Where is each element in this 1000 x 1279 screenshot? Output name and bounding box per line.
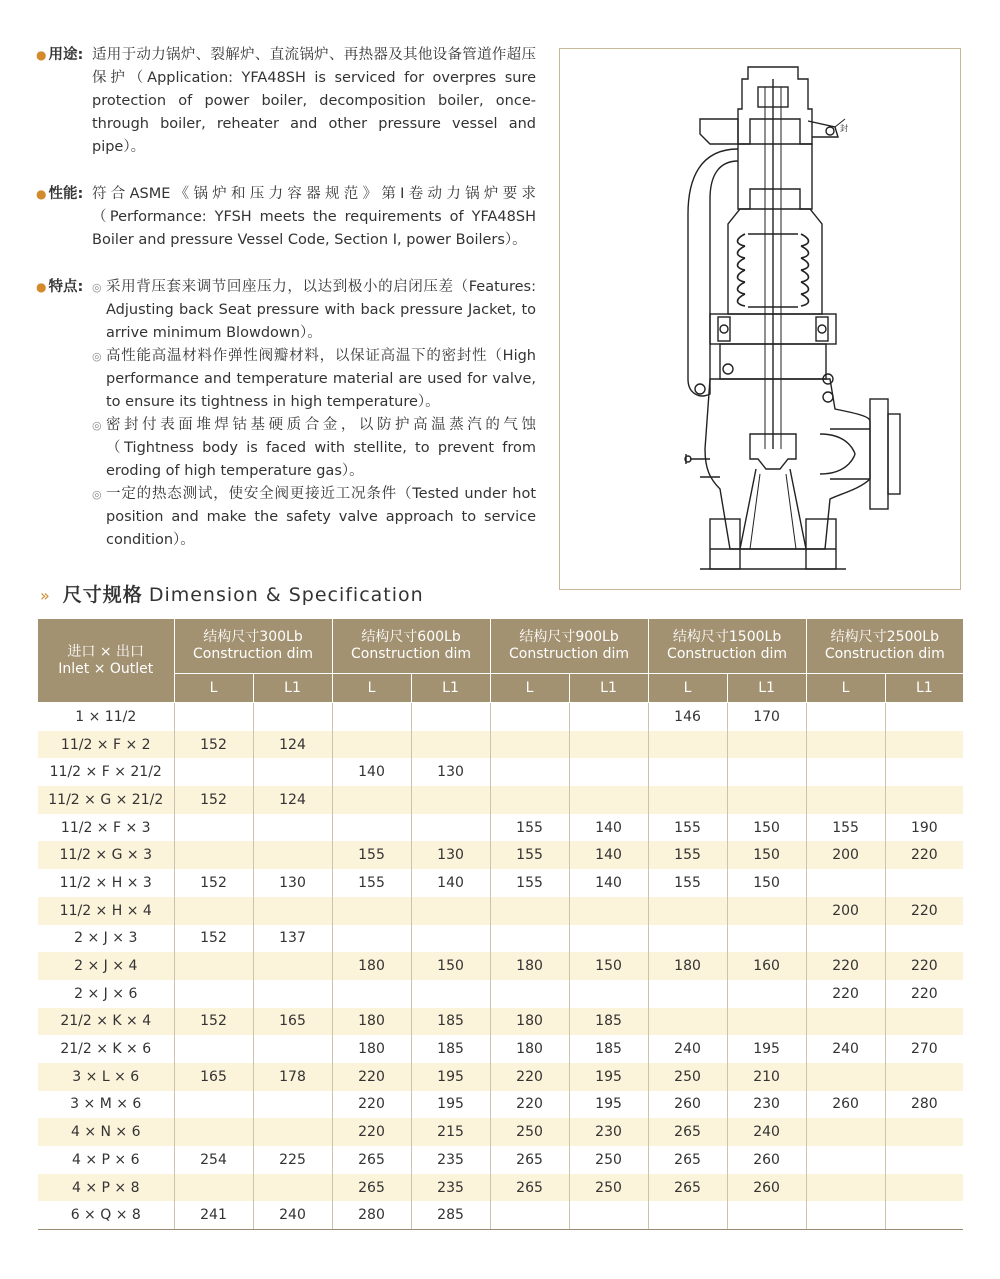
dimension-cell xyxy=(885,1174,963,1202)
dimension-cell: 150 xyxy=(727,814,806,842)
dimension-cell: 124 xyxy=(253,786,332,814)
dimension-cell: 280 xyxy=(910,1096,938,1113)
dimension-cell: 130 xyxy=(411,841,490,869)
dimension-cell: 265 xyxy=(648,1174,727,1202)
dimension-cell: 195 xyxy=(569,1063,648,1091)
inlet-outlet-cell: 11/2 × G × 21/2 xyxy=(38,786,174,814)
feature-item: ◎ 采用背压套来调节回座压力，以达到极小的启闭压差（Features: Adjusting back Seat pressure with back pressure Jacket, to arrive minimum Blowdown）。 xyxy=(92,276,536,345)
dimension-cell: 250 xyxy=(648,1063,727,1091)
dimension-cell xyxy=(885,703,963,731)
dimension-cell: 152 xyxy=(174,1008,253,1036)
dimension-cell xyxy=(253,758,332,786)
group-header-2500lb: 结构尺寸2500Lb Construction dim xyxy=(806,619,963,674)
dimension-cell xyxy=(332,814,411,842)
feature-item: ◎ 密封付表面堆焊钴基硬质合金，以防护高温蒸汽的气蚀（Tightness body is faced with stellite, to prevent from eroding of high temperature gas）。 xyxy=(92,414,536,483)
dimension-cell xyxy=(411,731,490,759)
dimension-cell: 210 xyxy=(727,1063,806,1091)
dimension-cell xyxy=(648,731,727,759)
dimension-cell: 170 xyxy=(727,703,806,731)
dimension-cell xyxy=(806,1146,885,1174)
inlet-outlet-cell: 11/2 × F × 21/2 xyxy=(38,758,174,786)
dimension-cell xyxy=(253,703,332,731)
dimension-cell xyxy=(411,814,490,842)
performance-label: 性能: xyxy=(48,186,84,202)
dimension-cell xyxy=(253,897,332,925)
dimension-cell: 124 xyxy=(253,731,332,759)
dimension-cell: 155 xyxy=(648,814,727,842)
dimension-cell xyxy=(806,758,885,786)
dimension-cell xyxy=(569,703,648,731)
features-paragraph xyxy=(36,276,536,552)
table-row xyxy=(38,925,963,953)
feature-item: ◎ 高性能高温材料作弹性阀瓣材料，以保证高温下的密封性（High performance and temperature material are used for valve, to ensure its tightness in high temperature）。 xyxy=(92,345,536,414)
dimension-cell xyxy=(727,758,806,786)
dimension-cell xyxy=(411,980,490,1008)
dimension-cell: 180 xyxy=(332,1035,411,1063)
dimension-cell xyxy=(490,925,569,953)
dimension-cell: 250 xyxy=(569,1174,648,1202)
dimension-cell xyxy=(806,1118,885,1146)
table-body xyxy=(38,703,963,1230)
dimension-cell: 260 xyxy=(727,1146,806,1174)
dimension-cell xyxy=(490,786,569,814)
dimension-cell xyxy=(885,731,963,759)
dimension-cell xyxy=(490,758,569,786)
table-row xyxy=(38,952,963,980)
dimension-cell: 240 xyxy=(648,1035,727,1063)
sub-header-l: L xyxy=(174,674,253,703)
table-row xyxy=(38,1201,963,1229)
dimension-cell xyxy=(174,1035,253,1063)
dimension-cell: 155 xyxy=(332,869,411,897)
dimension-cell xyxy=(648,786,727,814)
inlet-outlet-cell: 2 × J × 4 xyxy=(38,952,174,980)
dimension-cell: 152 xyxy=(174,925,253,953)
dimension-cell: 155 xyxy=(490,841,569,869)
dimension-cell xyxy=(174,952,253,980)
dimension-cell xyxy=(885,869,963,897)
sub-header-l: L xyxy=(648,674,727,703)
table-row xyxy=(38,731,963,759)
dimension-cell xyxy=(885,1063,963,1091)
dimension-cell: 215 xyxy=(411,1118,490,1146)
dimension-cell: 150 xyxy=(569,952,648,980)
dimension-cell: 146 xyxy=(648,703,727,731)
table-row xyxy=(38,980,963,1008)
table-row xyxy=(38,897,963,925)
svg-text:封: 封 xyxy=(840,124,848,133)
dimension-cell: 220 xyxy=(806,980,885,1008)
dimension-cell: 240 xyxy=(727,1118,806,1146)
dimension-cell: 220 xyxy=(332,1118,411,1146)
dimension-cell: 150 xyxy=(727,841,806,869)
dimension-cell xyxy=(569,897,648,925)
dimension-cell: 241 xyxy=(174,1201,253,1229)
dimension-cell xyxy=(648,758,727,786)
dimension-cell xyxy=(490,731,569,759)
bullet-dot-icon: ● xyxy=(36,280,47,294)
inlet-outlet-cell: 2 × J × 6 xyxy=(38,980,174,1008)
dimension-cell xyxy=(411,925,490,953)
dimension-cell xyxy=(885,1201,963,1229)
valve-drawing-frame xyxy=(559,48,961,590)
inlet-outlet-cell: 11/2 × H × 3 xyxy=(38,869,174,897)
dimension-cell xyxy=(569,731,648,759)
inlet-outlet-cell: 21/2 × K × 4 xyxy=(38,1008,174,1036)
dimension-cell xyxy=(885,1008,963,1036)
dimension-cell: 185 xyxy=(411,1008,490,1036)
dimension-cell xyxy=(490,897,569,925)
dimension-cell xyxy=(727,731,806,759)
dimension-cell xyxy=(806,731,885,759)
inlet-outlet-cell: 11/2 × H × 4 xyxy=(38,897,174,925)
dimension-cell: 220 xyxy=(885,952,963,980)
dimension-cell: 220 xyxy=(806,952,885,980)
dimension-cell: 180 xyxy=(332,1008,411,1036)
dimension-cell: 195 xyxy=(569,1091,648,1119)
dimension-cell: 265 xyxy=(332,1174,411,1202)
dimension-cell xyxy=(569,786,648,814)
dimension-cell: 180 xyxy=(490,952,569,980)
dimension-cell xyxy=(174,980,253,1008)
dimension-cell: 265 xyxy=(490,1146,569,1174)
dimension-cell xyxy=(569,980,648,1008)
dimension-cell: 265 xyxy=(648,1146,727,1174)
dimension-cell xyxy=(174,703,253,731)
dimension-cell: 185 xyxy=(569,1035,648,1063)
usage-paragraph xyxy=(36,44,536,159)
performance-text: 符合ASME《锅炉和压力容器规范》第Ⅰ卷动力锅炉要求（Performance: YFSH meets the requirements of YFA48SH Boiler and pressure Vessel Code, Section Ⅰ, power Boilers）。 xyxy=(92,186,536,248)
dimension-cell xyxy=(727,1008,806,1036)
dimension-cell: 250 xyxy=(569,1146,648,1174)
usage-label: 用途: xyxy=(48,47,84,63)
inlet-outlet-cell: 1 × 11/2 xyxy=(38,703,174,731)
sub-header-l: L xyxy=(490,674,569,703)
dimension-cell: 230 xyxy=(727,1091,806,1119)
inlet-outlet-cell: 3 × L × 6 xyxy=(38,1063,174,1091)
dimension-cell xyxy=(174,841,253,869)
inlet-outlet-cell: 4 × P × 8 xyxy=(38,1174,174,1202)
group-header-600lb: 结构尺寸600Lb Construction dim xyxy=(332,619,490,674)
dimension-cell: 155 xyxy=(490,869,569,897)
sub-header-l1: L1 xyxy=(727,674,806,703)
dimension-cell: 130 xyxy=(411,758,490,786)
dimension-cell xyxy=(253,980,332,1008)
dimension-cell: 220 xyxy=(490,1091,569,1119)
dimension-cell: 150 xyxy=(727,869,806,897)
features-list xyxy=(92,276,536,552)
table-row xyxy=(38,703,963,731)
dimension-cell: 265 xyxy=(490,1174,569,1202)
dimension-cell xyxy=(648,1008,727,1036)
dimension-cell: 270 xyxy=(910,1041,938,1058)
dimension-cell xyxy=(885,925,963,953)
dimension-cell: 185 xyxy=(411,1035,490,1063)
dimension-cell: 180 xyxy=(648,952,727,980)
group-header-1500lb: 结构尺寸1500Lb Construction dim xyxy=(648,619,806,674)
dimension-cell: 137 xyxy=(253,925,332,953)
sub-header-l1: L1 xyxy=(411,674,490,703)
dimension-cell: 180 xyxy=(332,952,411,980)
sub-header-l1: L1 xyxy=(569,674,648,703)
dimension-cell xyxy=(253,1174,332,1202)
table-row xyxy=(38,1091,963,1119)
dimension-cell: 195 xyxy=(411,1091,490,1119)
dimension-cell: 165 xyxy=(174,1063,253,1091)
circle-bullet-icon: ◎ xyxy=(92,488,102,501)
circle-bullet-icon: ◎ xyxy=(92,350,102,363)
dimension-cell: 195 xyxy=(411,1063,490,1091)
dimension-cell: 220 xyxy=(885,897,963,925)
inlet-outlet-cell: 2 × J × 3 xyxy=(38,925,174,953)
inlet-outlet-cell: 4 × P × 6 xyxy=(38,1146,174,1174)
dimension-cell xyxy=(332,897,411,925)
table-header-row xyxy=(38,619,963,674)
dimension-cell xyxy=(253,841,332,869)
dimension-cell xyxy=(174,1174,253,1202)
dimension-cell: 178 xyxy=(253,1063,332,1091)
dimension-cell xyxy=(806,1201,885,1229)
dimension-cell xyxy=(648,925,727,953)
table-row xyxy=(38,869,963,897)
dimension-cell: 160 xyxy=(727,952,806,980)
dimension-cell xyxy=(332,703,411,731)
dimension-cell: 130 xyxy=(253,869,332,897)
dimension-cell xyxy=(253,1118,332,1146)
dimension-cell xyxy=(806,786,885,814)
dimension-cell xyxy=(885,1146,963,1174)
dimension-cell xyxy=(411,786,490,814)
dimension-cell xyxy=(806,869,885,897)
dimension-cell xyxy=(806,703,885,731)
dimension-cell: 152 xyxy=(174,731,253,759)
inlet-outlet-cell: 6 × Q × 8 xyxy=(38,1201,174,1229)
dimension-cell: 280 xyxy=(332,1201,411,1229)
section-title: » 尺寸规格 Dimension & Specification xyxy=(40,584,424,606)
dimension-cell xyxy=(727,786,806,814)
circle-bullet-icon: ◎ xyxy=(92,281,102,294)
dimension-cell: 254 xyxy=(174,1146,253,1174)
group-header-300lb: 结构尺寸300Lb Construction dim xyxy=(174,619,332,674)
safety-valve-drawing-icon xyxy=(560,49,960,589)
inlet-outlet-cell: 3 × M × 6 xyxy=(38,1091,174,1119)
dimension-cell: 165 xyxy=(253,1008,332,1036)
features-label: 特点: xyxy=(48,279,84,295)
dimension-cell xyxy=(174,758,253,786)
table-row xyxy=(38,1118,963,1146)
dimension-cell xyxy=(411,703,490,731)
dimension-cell: 185 xyxy=(569,1008,648,1036)
dimension-cell xyxy=(727,1201,806,1229)
dimension-cell xyxy=(174,1118,253,1146)
dimension-cell: 140 xyxy=(569,814,648,842)
sub-header-l1: L1 xyxy=(253,674,332,703)
performance-paragraph xyxy=(36,183,536,252)
dimension-cell: 155 xyxy=(806,814,885,842)
dimension-cell: 155 xyxy=(490,814,569,842)
dimension-cell: 155 xyxy=(332,841,411,869)
dimension-cell xyxy=(806,1174,885,1202)
bullet-dot-icon: ● xyxy=(36,48,47,62)
sub-header-l: L xyxy=(332,674,411,703)
double-chevron-icon: » xyxy=(40,586,51,605)
dimension-cell xyxy=(174,897,253,925)
dimension-cell: 260 xyxy=(806,1091,885,1119)
dimension-table xyxy=(38,619,963,1230)
dimension-cell: 240 xyxy=(253,1201,332,1229)
dimension-cell xyxy=(174,814,253,842)
table-row xyxy=(38,1063,963,1091)
dimension-cell: 140 xyxy=(569,841,648,869)
dimension-cell xyxy=(885,1118,963,1146)
table-subheader-row xyxy=(38,674,963,703)
dimension-cell xyxy=(332,786,411,814)
feature-item: ◎ 一定的热态测试，使安全阀更接近工况条件（Tested under hot position and make the safety valve approach to service condition）。 xyxy=(92,483,536,552)
dimension-cell xyxy=(727,925,806,953)
dimension-cell: 225 xyxy=(253,1146,332,1174)
dimension-cell: 190 xyxy=(910,819,938,836)
intro-section xyxy=(36,44,536,576)
dimension-cell: 180 xyxy=(490,1008,569,1036)
inlet-outlet-cell: 4 × N × 6 xyxy=(38,1118,174,1146)
dimension-cell: 220 xyxy=(332,1063,411,1091)
dimension-cell xyxy=(727,897,806,925)
dimension-cell: 235 xyxy=(411,1174,490,1202)
circle-bullet-icon: ◎ xyxy=(92,419,102,432)
dimension-cell xyxy=(569,1201,648,1229)
dimension-cell xyxy=(569,758,648,786)
dimension-cell: 260 xyxy=(727,1174,806,1202)
dimension-cell: 140 xyxy=(411,869,490,897)
dimension-cell xyxy=(332,925,411,953)
dimension-cell xyxy=(253,814,332,842)
dimension-cell: 152 xyxy=(174,786,253,814)
inlet-outlet-cell: 21/2 × K × 6 xyxy=(38,1035,174,1063)
dimension-cell: 155 xyxy=(648,869,727,897)
dimension-cell: 200 xyxy=(806,897,885,925)
table-row xyxy=(38,1146,963,1174)
dimension-cell: 220 xyxy=(490,1063,569,1091)
dimension-cell: 180 xyxy=(490,1035,569,1063)
dimension-cell xyxy=(332,980,411,1008)
dimension-cell: 140 xyxy=(569,869,648,897)
dimension-cell: 260 xyxy=(648,1091,727,1119)
dimension-cell xyxy=(490,703,569,731)
dimension-cell xyxy=(174,1091,253,1119)
table-row xyxy=(38,814,963,842)
dimension-cell: 220 xyxy=(332,1091,411,1119)
dimension-cell xyxy=(806,1008,885,1036)
dimension-cell xyxy=(569,925,648,953)
dimension-cell: 220 xyxy=(910,985,938,1002)
dimension-cell: 265 xyxy=(648,1118,727,1146)
dimension-cell: 152 xyxy=(174,869,253,897)
dimension-cell xyxy=(648,897,727,925)
dimension-cell: 150 xyxy=(411,952,490,980)
dimension-cell xyxy=(332,731,411,759)
dimension-cell xyxy=(806,925,885,953)
table-row xyxy=(38,758,963,786)
dimension-cell: 200 xyxy=(806,841,885,869)
dimension-cell xyxy=(490,1201,569,1229)
sub-header-l1: L1 xyxy=(885,674,963,703)
inlet-outlet-cell: 11/2 × F × 2 xyxy=(38,731,174,759)
dimension-cell: 230 xyxy=(569,1118,648,1146)
bullet-dot-icon: ● xyxy=(36,187,47,201)
inlet-outlet-cell: 11/2 × G × 3 xyxy=(38,841,174,869)
table-row xyxy=(38,786,963,814)
dimension-cell: 285 xyxy=(411,1201,490,1229)
dimension-cell: 140 xyxy=(332,758,411,786)
dimension-cell: 195 xyxy=(727,1035,806,1063)
dimension-cell xyxy=(806,1063,885,1091)
inlet-outlet-header: 进口 × 出口 Inlet × Outlet xyxy=(38,619,174,703)
table-row xyxy=(38,1035,963,1063)
dimension-cell: 235 xyxy=(411,1146,490,1174)
dimension-cell xyxy=(648,980,727,1008)
dimension-cell: 220 xyxy=(885,841,963,869)
dimension-cell xyxy=(727,980,806,1008)
dimension-cell xyxy=(490,980,569,1008)
table-row xyxy=(38,1174,963,1202)
dimension-cell xyxy=(411,897,490,925)
dimension-cell xyxy=(253,1035,332,1063)
table-row xyxy=(38,1008,963,1036)
dimension-cell xyxy=(885,758,963,786)
dimension-cell xyxy=(885,786,963,814)
dimension-cell xyxy=(648,1201,727,1229)
table-row xyxy=(38,841,963,869)
sub-header-l: L xyxy=(806,674,885,703)
dimension-cell: 250 xyxy=(490,1118,569,1146)
dimension-cell: 265 xyxy=(332,1146,411,1174)
inlet-outlet-cell: 11/2 × F × 3 xyxy=(38,814,174,842)
usage-text: 适用于动力锅炉、裂解炉、直流锅炉、再热器及其他设备管道作超压保护（Application: YFA48SH is serviced for overpres sure protection of power boiler, decomposition boiler, once-through boiler, reheater and other pressure vessel and pipe）。 xyxy=(92,47,536,155)
dimension-cell xyxy=(253,1091,332,1119)
dimension-cell: 240 xyxy=(806,1035,885,1063)
group-header-900lb: 结构尺寸900Lb Construction dim xyxy=(490,619,648,674)
dimension-cell xyxy=(253,952,332,980)
dimension-cell: 155 xyxy=(648,841,727,869)
